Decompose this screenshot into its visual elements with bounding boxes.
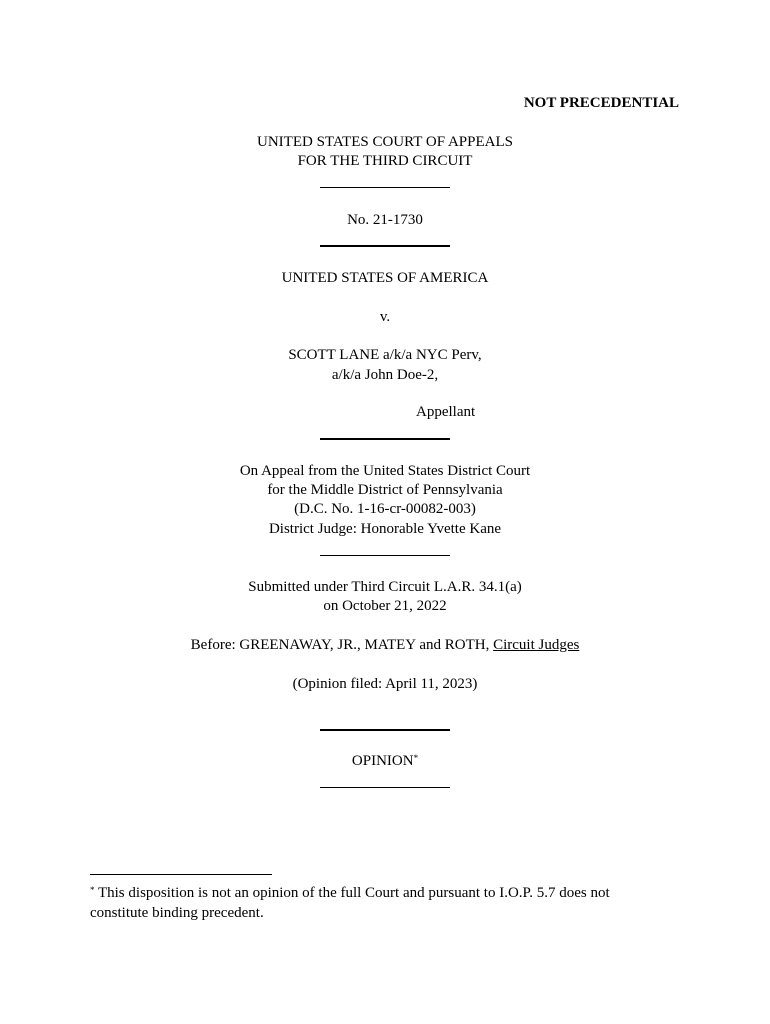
- submission-line2: on October 21, 2022: [323, 598, 447, 614]
- footnote-text-line1: This disposition is not an opinion of the full Court and pursuant to I.O.P. 5.7 does not: [94, 885, 610, 901]
- appeal-line1: On Appeal from the United States District Court: [239, 463, 531, 479]
- appeal-line4: District Judge: Honorable Yvette Kane: [268, 521, 502, 537]
- submission-line1: Submitted under Third Circuit L.A.R. 34.1(a): [248, 579, 522, 595]
- case-number: No. 21-1730: [347, 212, 423, 228]
- panel-judges: Before: GREENAWAY, JR., MATEY and ROTH,: [190, 637, 494, 653]
- party-role: Appellant: [416, 404, 476, 420]
- panel-title: Circuit Judges: [493, 637, 580, 653]
- footnote-separator: [90, 874, 272, 875]
- filed-date: (Opinion filed: April 11, 2023): [292, 676, 478, 692]
- plaintiff-name: UNITED STATES OF AMERICA: [281, 270, 489, 286]
- footnote-marker: *: [413, 753, 419, 763]
- divider: [320, 245, 450, 247]
- footnote: [90, 883, 690, 923]
- versus: v.: [379, 309, 391, 325]
- divider: [320, 729, 450, 731]
- divider: [320, 787, 450, 788]
- footnote-marker: *: [90, 885, 95, 895]
- court-name-line2: FOR THE THIRD CIRCUIT: [297, 153, 473, 169]
- divider: [320, 187, 450, 188]
- appeal-line2: for the Middle District of Pennsylvania: [267, 482, 503, 498]
- defendant-name-line2: a/k/a John Doe-2,: [331, 367, 439, 383]
- divider: [320, 555, 450, 556]
- precedential-status: NOT PRECEDENTIAL: [523, 95, 679, 111]
- appeal-line3: (D.C. No. 1-16-cr-00082-003): [294, 501, 476, 517]
- defendant-name-line1: SCOTT LANE a/k/a NYC Perv,: [288, 347, 482, 363]
- court-name-line1: UNITED STATES COURT OF APPEALS: [257, 134, 513, 150]
- panel-line: [0, 636, 770, 655]
- divider: [320, 438, 450, 440]
- opinion-heading: [0, 752, 770, 771]
- opinion-label: OPINION: [351, 753, 414, 769]
- footnote-text-line2: constitute binding precedent.: [90, 905, 264, 921]
